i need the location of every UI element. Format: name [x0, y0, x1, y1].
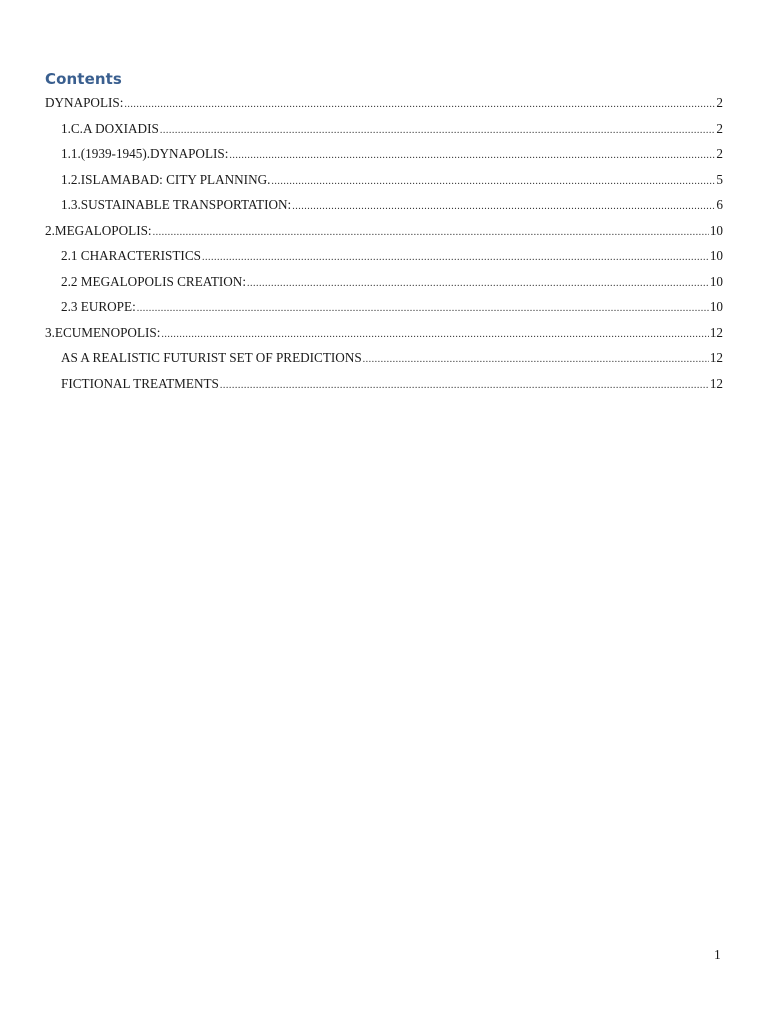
toc-entry-megalopolis-creation[interactable]	[45, 273, 723, 299]
toc-entry-page: 6	[716, 197, 723, 212]
toc-dot-leader	[247, 273, 709, 293]
toc-dot-leader	[363, 349, 709, 369]
toc-entry-page: 12	[709, 375, 723, 391]
toc-entry-sustainable-transportation[interactable]	[45, 196, 723, 222]
toc-entry-doxiadis[interactable]	[45, 120, 723, 146]
toc-entry-realistic-futurist[interactable]	[45, 349, 723, 375]
toc-list	[45, 94, 723, 400]
toc-entry-page: 10	[709, 273, 723, 289]
toc-entry-islamabad[interactable]	[45, 171, 723, 197]
toc-entry-page: 12	[709, 350, 723, 365]
toc-dot-leader	[220, 375, 709, 395]
toc-entry-page: 10	[709, 248, 723, 263]
toc-entry-title: 2.1 CHARACTERISTICS	[61, 248, 201, 263]
toc-dot-leader	[292, 196, 715, 216]
toc-entry-characteristics[interactable]	[45, 247, 723, 273]
toc-entry-title: 1.3.SUSTAINABLE TRANSPORTATION:	[61, 197, 292, 212]
toc-entry-europe[interactable]	[45, 298, 723, 324]
page-number: 1	[714, 947, 721, 962]
toc-entry-megalopolis[interactable]	[45, 222, 723, 248]
toc-dot-leader	[160, 120, 716, 140]
toc-entry-page: 12	[709, 324, 723, 340]
toc-dot-leader	[271, 171, 715, 191]
toc-entry-title: AS A REALISTIC FUTURIST SET OF PREDICTIONS	[61, 350, 362, 365]
toc-entry-1939-1945-dynapolis[interactable]	[45, 145, 723, 171]
toc-entry-page: 2	[716, 146, 723, 161]
toc-heading: Contents	[45, 70, 122, 88]
toc-entry-title: 1.1.(1939-1945).DYNAPOLIS:	[61, 146, 229, 161]
toc-dot-leader	[202, 247, 709, 267]
toc-dot-leader	[153, 222, 709, 242]
toc-dot-leader	[137, 298, 709, 318]
toc-entry-title: DYNAPOLIS:	[45, 95, 124, 110]
toc-dot-leader	[161, 324, 708, 344]
toc-entry-title: 1.C.A DOXIADIS	[61, 120, 159, 136]
toc-dot-leader	[229, 145, 715, 165]
toc-dot-leader	[124, 94, 715, 114]
toc-entry-title: 2.2 MEGALOPOLIS CREATION:	[61, 273, 246, 289]
toc-entry-dynapolis[interactable]	[45, 94, 723, 120]
toc-entry-title: 1.2.ISLAMABAD: CITY PLANNING.	[61, 171, 271, 187]
toc-entry-title: FICTIONAL TREATMENTS	[61, 375, 219, 391]
toc-entry-fictional-treatments[interactable]	[45, 375, 723, 401]
toc-entry-title: 2.3 EUROPE:	[61, 299, 136, 314]
toc-entry-page: 2	[716, 95, 723, 110]
toc-entry-ecumenopolis[interactable]	[45, 324, 723, 350]
toc-entry-page: 10	[709, 222, 723, 238]
toc-entry-page: 2	[716, 120, 723, 136]
toc-entry-page: 10	[709, 299, 723, 314]
toc-entry-title: 2.MEGALOPOLIS:	[45, 222, 152, 238]
toc-entry-title: 3.ECUMENOPOLIS:	[45, 324, 161, 340]
toc-entry-page: 5	[716, 171, 723, 187]
